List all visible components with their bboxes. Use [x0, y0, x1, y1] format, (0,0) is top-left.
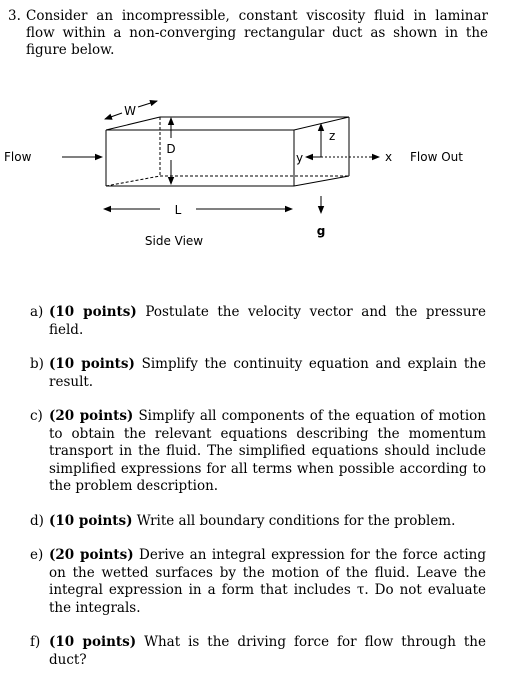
depth-label: D [166, 142, 176, 156]
part-b [30, 356, 486, 391]
duct-figure [0, 92, 522, 257]
width-label: W [124, 104, 136, 118]
figure-caption: Side View [144, 234, 204, 248]
flow-out-label: Flow Out [410, 150, 463, 164]
part-text: Derive an integral expression for the force acting on the wetted surfaces by the motion of the fluid. Leave the integral expression in a form that includes τ. Do not evaluate the integrals. [49, 547, 486, 616]
part-e [30, 547, 486, 617]
part-label: c) [30, 408, 43, 424]
part-label: f) [30, 634, 41, 650]
duct-box [106, 117, 349, 186]
part-points: (20 points) [49, 408, 134, 424]
part-label: d) [30, 512, 44, 529]
part-c [30, 408, 486, 496]
part-a [30, 304, 486, 339]
length-dimension [104, 203, 292, 217]
question-parts [30, 304, 486, 669]
part-text: Write all boundary conditions for the problem. [136, 512, 456, 529]
flow-in-label: Flow [4, 150, 32, 164]
part-text: Simplify all components of the equation of motion to obtain the relevant equations describing the momentum transport in the fluid. The simplified equations should include simplified expressions for all terms when possible according to the problem description. [49, 408, 486, 494]
question-text: Consider an incompressible, constant viscosity fluid in laminar flow within a non-converging rectangular duct as shown in the figure below. [26, 8, 488, 58]
coordinate-axes [296, 124, 392, 165]
question-block [8, 8, 488, 59]
part-text: Postulate the velocity vector and the pressure field. [49, 304, 486, 338]
part-d [30, 513, 486, 531]
part-text: Simplify the continuity equation and explain the result. [49, 356, 486, 390]
depth-dimension [166, 118, 175, 184]
gravity-label: g [316, 224, 326, 238]
part-label: b) [30, 356, 44, 372]
part-text: What is the driving force for flow through the duct? [49, 634, 486, 668]
part-points: (20 points) [49, 547, 134, 563]
part-points: (10 points) [49, 634, 137, 650]
x-axis-label: x [385, 150, 393, 164]
part-f [30, 634, 486, 669]
width-dimension [105, 101, 157, 119]
question-number: 3. [8, 8, 21, 24]
length-label: L [174, 203, 182, 217]
part-points: (10 points) [49, 304, 137, 320]
z-axis-label: z [329, 129, 336, 143]
part-label: e) [30, 547, 44, 563]
y-axis-label: y [296, 151, 304, 165]
part-label: a) [30, 304, 44, 320]
part-points: (10 points) [49, 356, 135, 372]
part-points: (10 points) [49, 512, 133, 529]
